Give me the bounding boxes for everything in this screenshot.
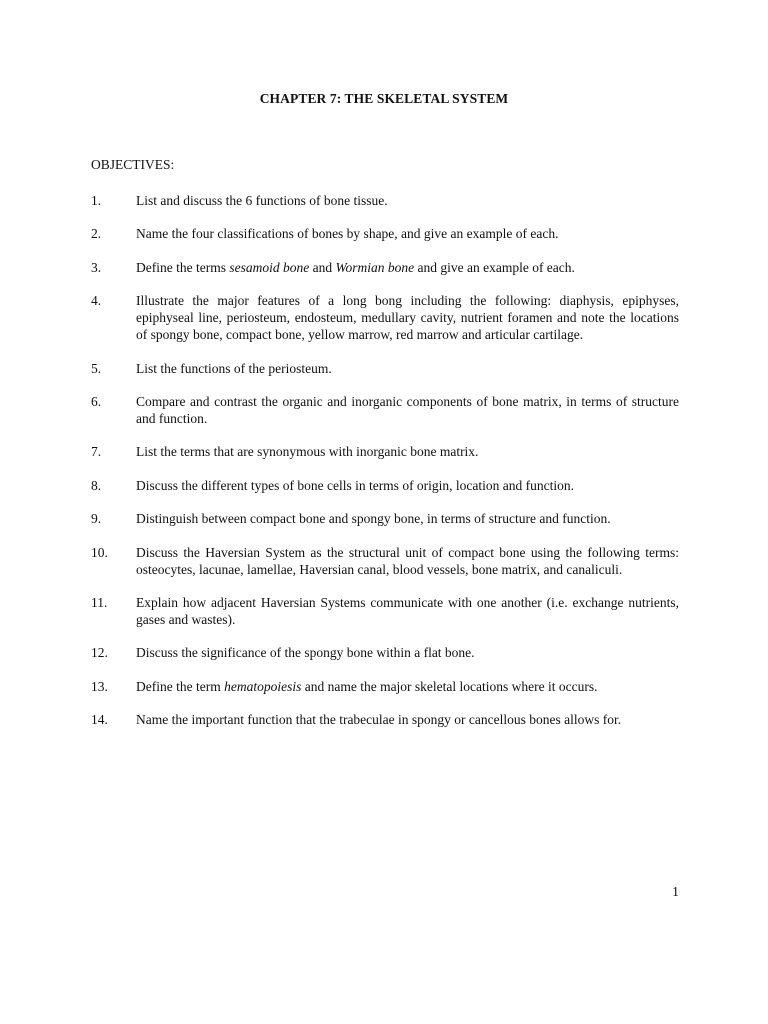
objective-item [91,292,679,343]
objective-text [136,225,679,242]
objective-number: 1. [91,193,102,208]
objective-item [91,644,679,661]
objective-number: 8. [91,477,102,493]
objective-text [136,594,679,628]
objective-text-segment: Explain how adjacent Haversian Systems communicate with one another (i.e. exchange nutrients, gases and wastes). [136,594,679,627]
objective-text [136,259,679,276]
objective-text [136,360,679,377]
objective-text-segment: List and discuss the 6 functions of bone tissue. [136,193,388,208]
objective-text [136,544,679,578]
objective-item [91,225,679,242]
objective-text-segment: Define the terms [136,259,230,275]
objective-text [136,292,679,343]
objective-item [91,544,679,578]
objectives-list [91,192,679,744]
objective-number: 2. [91,226,102,242]
objective-text [136,192,679,209]
objective-text [136,477,679,494]
objective-text-segment: Name the four classifications of bones by shape, and give an example of each. [136,226,559,242]
objective-text [136,678,679,695]
objective-item [91,192,679,209]
objective-item [91,477,679,494]
objective-number: 11. [91,594,108,610]
objective-item [91,510,679,527]
objective-item [91,594,679,628]
objective-item [91,711,679,728]
objective-text [136,443,679,460]
objective-number: 12. [91,645,108,661]
objective-number: 4. [91,293,102,309]
objective-text [136,393,679,427]
objectives-heading: OBJECTIVES: [91,157,175,172]
objective-item [91,393,679,427]
chapter-title: CHAPTER 7: THE SKELETAL SYSTEM [259,91,509,106]
page-number: 1 [672,885,679,900]
objective-number: 7. [91,444,102,460]
objective-item [91,360,679,377]
objective-text-segment: Name the important function that the trabeculae in spongy or cancellous bones allows for. [136,712,622,728]
objective-text-segment: Discuss the significance of the spongy bone within a flat bone. [136,645,475,661]
objective-term: Wormian bone [335,259,415,275]
objective-number: 6. [91,393,102,409]
objective-term: sesamoid bone [229,259,310,275]
objective-number: 10. [91,544,108,560]
objective-text-segment: List the terms that are synonymous with inorganic bone matrix. [136,444,479,460]
objective-text-segment: Distinguish between compact bone and spongy bone, in terms of structure and function. [136,511,611,527]
objective-text-segment: Discuss the Haversian System as the structural unit of compact bone using the following terms: osteocytes, lacunae, lamellae, Haversian canal, blood vessels, bone matrix, and canaliculi. [136,544,679,577]
objective-text [136,711,679,728]
objective-item [91,259,679,276]
objective-text [136,644,679,661]
objective-text-segment: and give an example of each. [414,259,575,275]
objective-text-segment: Illustrate the major features of a long bong including the following: diaphysis, epiphyses, epiphyseal line, periosteum, endosteum, medullary cavity, nutrient foramen and note the locations of spongy bone, compact bone, yellow marrow, red marrow and articular cartilage. [136,293,679,343]
objective-text [136,510,679,527]
objective-text-segment: and [309,259,336,275]
objective-text-segment: Discuss the different types of bone cells in terms of origin, location and function. [136,477,575,493]
objective-number: 13. [91,678,108,694]
objective-text-segment: Define the term [136,678,225,694]
objective-text-segment: List the functions of the periosteum. [136,360,332,376]
objective-number: 3. [91,259,102,275]
objective-number: 14. [91,712,108,728]
objective-text-segment: Compare and contrast the organic and inorganic components of bone matrix, in terms of structure and function. [136,393,679,426]
objective-text-segment: and name the major skeletal locations where it occurs. [301,678,598,694]
objective-item [91,678,679,695]
objective-term: hematopoiesis [224,678,302,694]
objective-item [91,443,679,460]
objective-number: 9. [91,511,102,527]
objective-number: 5. [91,360,102,376]
